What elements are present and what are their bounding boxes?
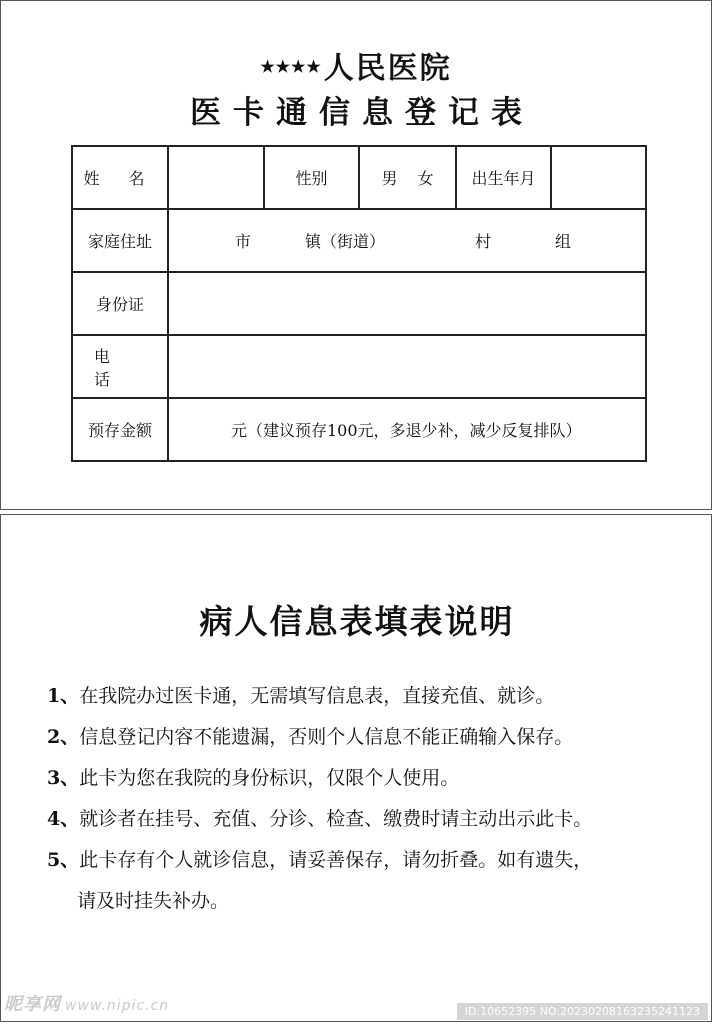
instructions-title: 病人信息表填表说明 (199, 602, 515, 641)
list-item: 1、在我院办过医卡通，无需填写信息表，直接充值、就诊。 (47, 685, 555, 707)
watermark-logo: 昵享网 www.nipic.cn (4, 994, 170, 1015)
gender-male[interactable]: 男 (381, 169, 398, 188)
table-row (72, 335, 646, 398)
address-label: 家庭住址 (72, 209, 168, 272)
phone-field[interactable] (168, 335, 646, 398)
registration-table (71, 145, 647, 462)
gender-female[interactable]: 女 (417, 169, 434, 188)
hospital-name: 人民医院 (323, 51, 452, 86)
stars-placeholder: ★★★★ (260, 57, 322, 76)
gender-options[interactable] (359, 146, 456, 209)
id-label: 身份证 (72, 272, 168, 335)
registration-card (0, 0, 712, 510)
address-city: 市 (235, 232, 252, 251)
list-item: 2、信息登记内容不能遗漏，否则个人信息不能正确输入保存。 (47, 726, 574, 748)
table-row (72, 398, 646, 461)
table-row (72, 272, 646, 335)
form-title: 医卡通信息登记表 (190, 95, 534, 131)
phone-label: 电 话 (72, 335, 168, 398)
table-row (72, 146, 646, 209)
address-group: 组 (555, 232, 572, 251)
gender-label: 性别 (264, 146, 359, 209)
list-item: 3、此卡为您在我院的身份标识，仅限个人使用。 (47, 767, 460, 789)
address-town: 镇（街道） (305, 232, 386, 251)
deposit-field[interactable]: 元（建议预存100元，多退少补，减少反复排队） (168, 398, 646, 461)
list-item: 5、此卡存有个人就诊信息，请妥善保存，请勿折叠。如有遗失， (47, 849, 593, 871)
instructions-list (47, 676, 687, 922)
name-field[interactable] (168, 146, 264, 209)
name-label: 姓 名 (72, 146, 168, 209)
table-row (72, 209, 646, 272)
birth-field[interactable] (551, 146, 646, 209)
hospital-title (1, 43, 711, 87)
deposit-label: 预存金额 (72, 398, 168, 461)
list-item: 4、就诊者在挂号、充值、分诊、检查、缴费时请主动出示此卡。 (47, 808, 593, 830)
id-field[interactable] (168, 272, 646, 335)
list-item-continuation: 请及时挂失补办。 (77, 890, 230, 912)
birth-label: 出生年月 (456, 146, 551, 209)
watermark-id: ID:10652395 NO:20230208163235241123 (457, 1003, 708, 1020)
address-village: 村 (475, 232, 492, 251)
address-field[interactable] (168, 209, 646, 272)
